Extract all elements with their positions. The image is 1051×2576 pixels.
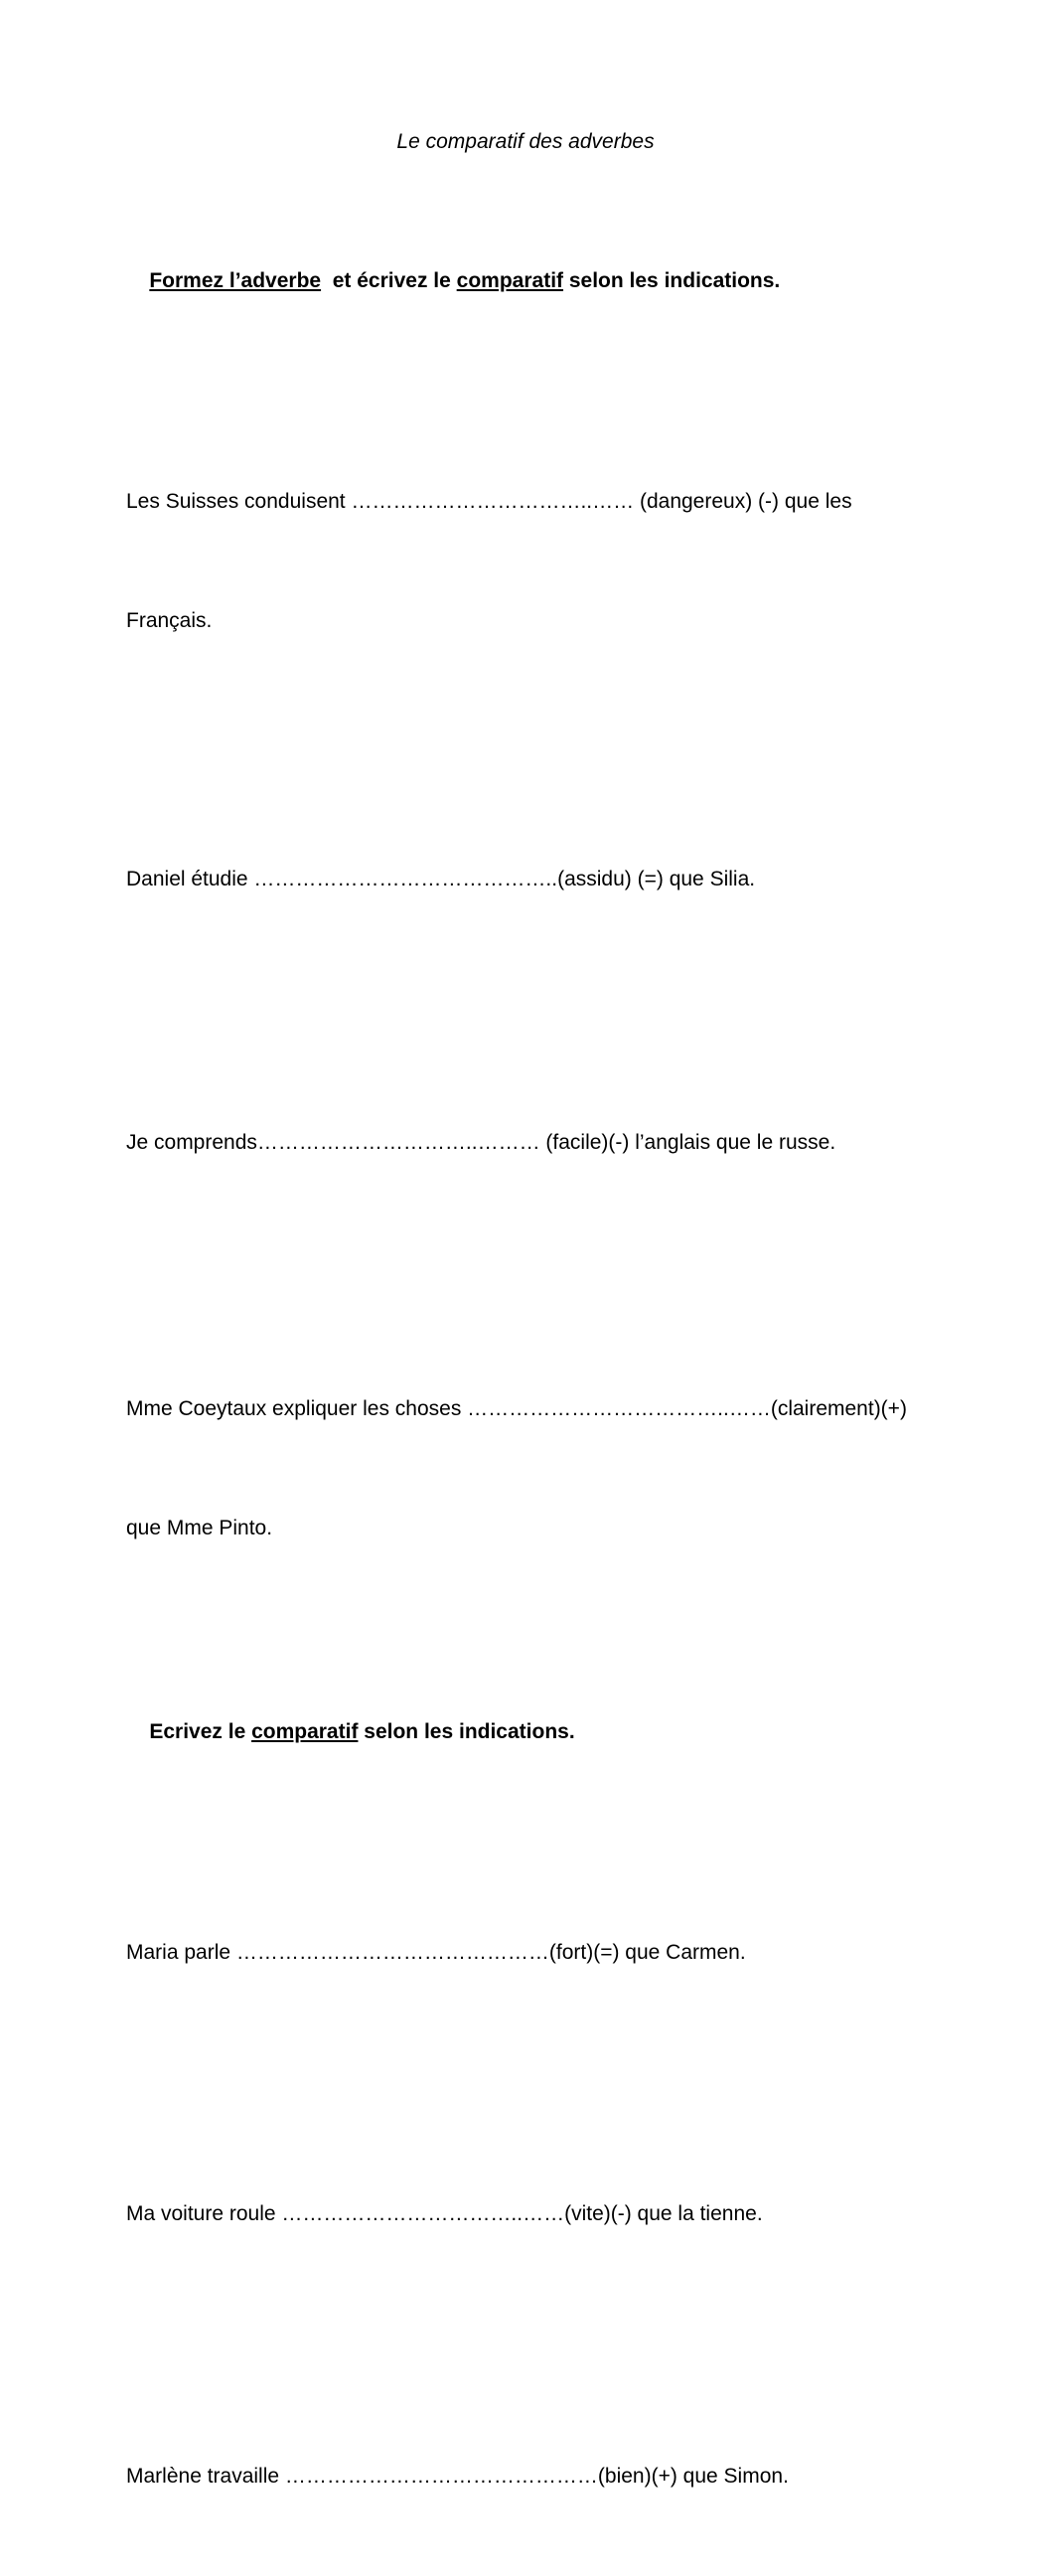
exercise-4-line-1: Mme Coeytaux expliquer les choses ………………………………..……(clairement)(+) xyxy=(126,1397,907,1420)
section1-heading-underlined-part2: comparatif xyxy=(456,269,564,292)
section1-heading-text-part1: et écrivez le xyxy=(321,269,457,292)
section2-heading-underlined-part1: comparatif xyxy=(251,1720,359,1743)
section1-heading-text-part2: selon les indications. xyxy=(563,269,781,292)
section2-heading xyxy=(126,1688,952,1777)
exercise-5 xyxy=(126,1853,952,2052)
exercise-6 xyxy=(126,2115,952,2314)
exercise-5-line-1: Maria parle ………………………………………(fort)(=) que Carmen. xyxy=(126,1941,746,1964)
exercise-1 xyxy=(126,402,952,721)
section1-heading-underlined-part1: Formez l’adverbe xyxy=(149,269,322,292)
exercise-1-line-1: Les Suisses conduisent ……………………………..…… (dangereux) (-) que les xyxy=(126,490,852,513)
exercise-2-line-1: Daniel étudie ……………………………………..(assidu) (=) que Silia. xyxy=(126,868,756,890)
exercise-1-line-2: Français. xyxy=(126,609,213,632)
exercise-2 xyxy=(126,780,952,979)
exercise-7-line-1: Marlène travaille ………………………………………(bien)(+) que Simon. xyxy=(126,2465,789,2488)
section1-heading xyxy=(126,237,952,326)
exercise-7 xyxy=(126,2377,952,2576)
exercise-3-line-1: Je comprends…………………………..……… (facile)(-) l’anglais que le russe. xyxy=(126,1131,836,1154)
exercise-4-line-2: que Mme Pinto. xyxy=(126,1517,273,1539)
section2-heading-text-part2: selon les indications. xyxy=(358,1720,575,1743)
section2-heading-text-part1: Ecrivez le xyxy=(149,1720,252,1743)
exercise-6-line-1: Ma voiture roule ……………………………..……(vite)(-) que la tienne. xyxy=(126,2202,763,2225)
document-title: Le comparatif des adverbes xyxy=(396,130,655,153)
exercise-4 xyxy=(126,1310,952,1628)
exercise-3 xyxy=(126,1044,952,1242)
